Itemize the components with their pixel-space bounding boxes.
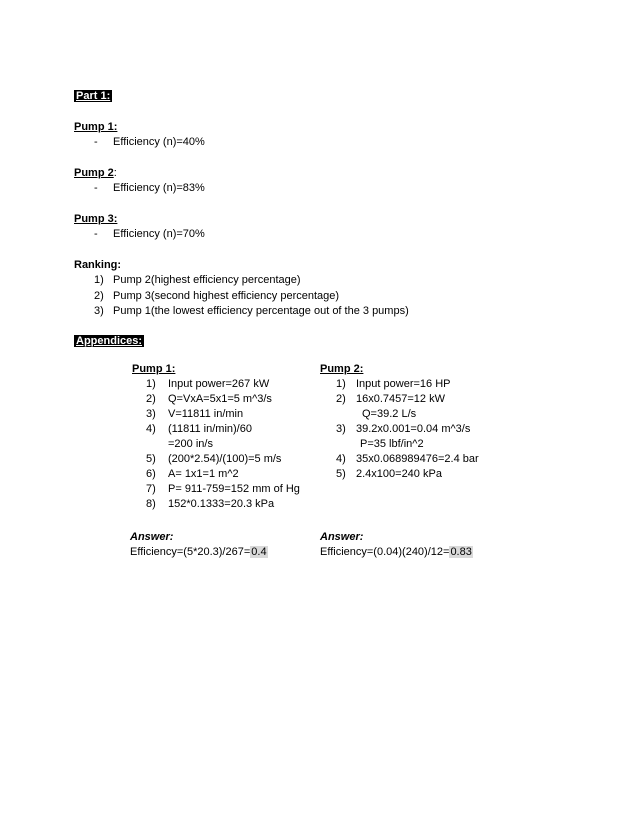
pump1-title: Pump 1: (74, 121, 118, 133)
step-row (146, 467, 300, 482)
pump2-answer-value: 0.83 (450, 546, 472, 558)
step-num: 2) (336, 393, 346, 405)
pump1-efficiency: Efficiency (n)=40% (113, 136, 205, 148)
pump3-efficiency: Efficiency (n)=70% (113, 228, 205, 240)
step-text: (200*2.54)/(100)=5 m/s (168, 453, 282, 465)
step-num: 7) (146, 483, 156, 495)
step-row (146, 437, 300, 452)
ranking-num: 3) (94, 305, 104, 317)
step-row (146, 452, 300, 467)
pump2-efficiency: Efficiency (n)=83% (113, 182, 205, 194)
step-text: 2.4x100=240 kPa (356, 468, 442, 480)
pump3-bullet: - (94, 228, 98, 240)
ranking-item: Pump 1(the lowest efficiency percentage out of the 3 pumps) (113, 305, 409, 317)
appendix-pump2-steps (336, 377, 479, 482)
step-text: =200 in/s (168, 438, 213, 450)
ranking-num: 1) (94, 274, 104, 286)
step-num: 3) (336, 423, 346, 435)
appendices-heading: Appendices: (76, 335, 143, 347)
appendix-pump1-title: Pump 1: (132, 363, 176, 375)
step-row (146, 422, 300, 437)
step-row (146, 407, 300, 422)
part1-heading: Part 1: (76, 90, 111, 102)
pump2-answer-label: Answer: (320, 531, 364, 543)
ranking-item: Pump 3(second highest efficiency percentage) (113, 290, 340, 302)
pump1-bullet: - (94, 136, 98, 148)
step-num: 4) (336, 453, 346, 465)
pump1-answer (130, 546, 268, 558)
step-row (146, 482, 300, 497)
appendix-pump1-steps (146, 377, 300, 512)
pump2-title: Pump 2 (74, 167, 114, 179)
step-num: 5) (146, 453, 156, 465)
step-text: P= 911-759=152 mm of Hg (168, 483, 300, 495)
step-row (146, 377, 300, 392)
step-num: 5) (336, 468, 346, 480)
step-num: 3) (146, 408, 156, 420)
ranking-item: Pump 2(highest efficiency percentage) (113, 274, 301, 286)
step-text: Input power=16 HP (356, 378, 451, 390)
step-num: 4) (146, 423, 156, 435)
step-num: 1) (146, 378, 156, 390)
step-text: 35x0.068989476=2.4 bar (356, 453, 479, 465)
step-num: 1) (336, 378, 346, 390)
step-num: 2) (146, 393, 156, 405)
pump2-answer (320, 546, 473, 558)
pump2-bullet: - (94, 182, 98, 194)
step-row (336, 422, 479, 437)
step-text: Q=VxA=5x1=5 m^3/s (168, 393, 272, 405)
step-row (336, 407, 479, 422)
step-row (336, 437, 479, 452)
step-text: 152*0.1333=20.3 kPa (168, 498, 275, 510)
step-text: 39.2x0.001=0.04 m^3/s (356, 423, 471, 435)
step-row (336, 377, 479, 392)
step-row (146, 497, 300, 512)
pump1-answer-formula: Efficiency=(5*20.3)/267= (130, 546, 251, 558)
ranking-num: 2) (94, 290, 104, 302)
pump2-title-group (74, 167, 117, 179)
pump3-title: Pump 3: (74, 213, 118, 225)
step-text: (11811 in/min)/60 (168, 423, 252, 435)
step-text: Input power=267 kW (168, 378, 270, 390)
appendix-pump2-title: Pump 2: (320, 363, 364, 375)
pump1-answer-label: Answer: (130, 531, 174, 543)
step-text: P=35 lbf/in^2 (360, 438, 424, 450)
step-num: 8) (146, 498, 156, 510)
step-row (336, 392, 479, 407)
step-row (336, 467, 479, 482)
pump2-answer-formula: Efficiency=(0.04)(240)/12= (320, 546, 450, 558)
pump1-answer-value: 0.4 (251, 546, 267, 558)
step-row (336, 452, 479, 467)
step-text: 16x0.7457=12 kW (356, 393, 445, 405)
ranking-title: Ranking: (74, 259, 122, 271)
step-text: Q=39.2 L/s (362, 408, 417, 420)
step-row (146, 392, 300, 407)
step-text: A= 1x1=1 m^2 (168, 468, 239, 480)
pump2-title-colon: : (113, 167, 117, 179)
step-num: 6) (146, 468, 156, 480)
step-text: V=11811 in/min (168, 408, 244, 420)
